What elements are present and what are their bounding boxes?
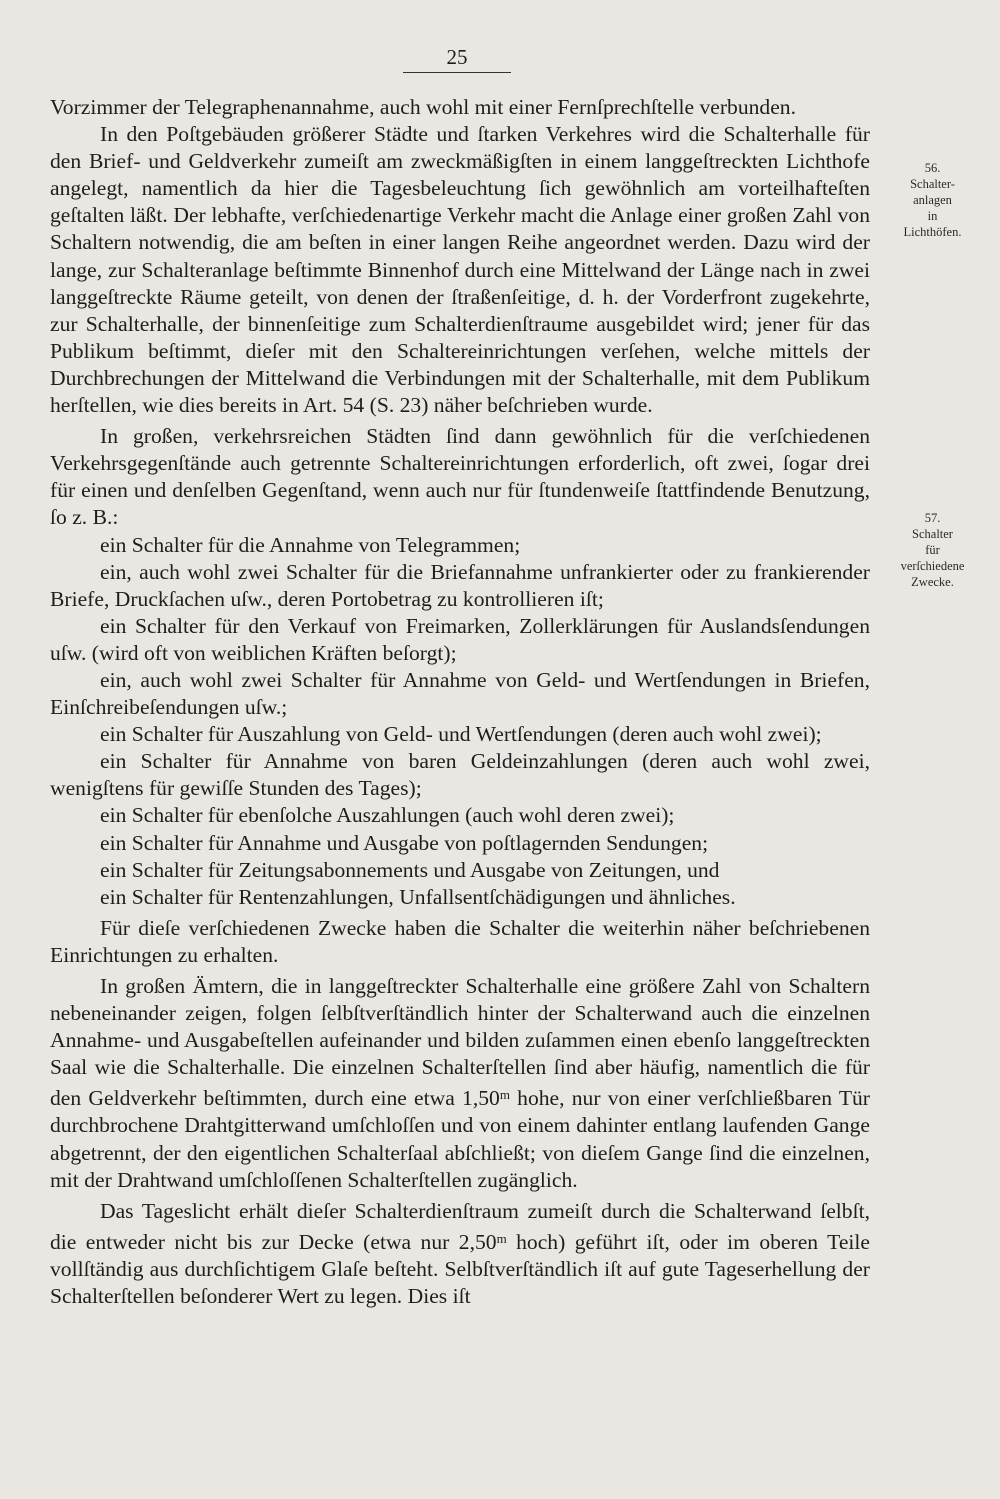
list-item: ein Schalter für Rentenzahlungen, Unfallsentſchädigungen und ähnliches. xyxy=(100,884,736,909)
text-run: In großen Ämtern, die in langgeſtreckter Schalterhalle eine größere Zahl von Schaltern nebeneinander zeigen, folgen ſelbſtverſtändlich hinter der Schalterwand auch die einzelnen Annahme- und Ausgabeſtellen aufeinander und bilden zuſammen einen ebenſo langgeſtreckten Saal wie die Schalterhalle. Die einzelnen Schalterſtellen ſind aber häufig, namentlich die für den Geldverkehr beſtimmten, durch eine etwa 1,50 xyxy=(50,974,870,1111)
margin-note-line: Schalter xyxy=(912,527,953,541)
list-item: ein Schalter für Annahme und Ausgabe von poſtlagernden Sendungen; xyxy=(100,830,709,855)
list-item: ein Schalter für ebenſolche Auszahlungen (auch wohl deren zwei); xyxy=(100,803,675,828)
margin-note-line: Schalter- xyxy=(910,177,955,191)
paragraph-continuation: Vorzimmer der Telegraphenannahme, auch wohl mit einer Fernſprechſtelle verbunden. xyxy=(50,95,796,119)
paragraph-schaltereinrichtungen: In großen, verkehrsreichen Städten ſind dann gewöhnlich für die verſchiedenen Verkehrsgegenſtände auch getrennte Schaltereinrichtungen erforderlich, oft zwei, ſogar drei für einen und denſelben Gegenſtand, wenn auch nur für ſtundenweiſe ſtattfindende Benutzung, ſo z. B.: xyxy=(50,424,870,530)
margin-note-56 xyxy=(880,160,985,240)
margin-note-line: für xyxy=(925,543,940,557)
list-item: ein Schalter für Annahme von baren Geldeinzahlungen (deren auch wohl zwei, wenigſtens für gewiſſe Stunden des Tages); xyxy=(50,749,870,801)
list-item: ein Schalter für den Verkauf von Freimarken, Zollerklärungen für Auslandsſendungen uſw. (wird oft von weiblichen Kräften beſorgt); xyxy=(50,613,870,665)
list-item: ein Schalter für Zeitungsabonnements und Ausgabe von Zeitungen, und xyxy=(100,857,720,882)
margin-note-line: Zwecke. xyxy=(911,575,954,589)
text-run: hohe, nur von einer verſchließbaren Tür durchbrochene Drahtgitterwand umſchloſſen und von einem dahinter entlang laufenden Gange abgetrennt, der den eigentlichen Schalterſaal abſchließt; von dieſem Gange ſind die einzelnen, mit der Drahtwand umſchloſſenen Schalterſtellen zugänglich. xyxy=(50,1086,870,1192)
list-item: ein, auch wohl zwei Schalter für die Briefannahme unfrankierter oder zu frankierender Briefe, Druckſachen uſw., deren Portobetrag zu kontrollieren iſt; xyxy=(50,559,870,611)
margin-note-line: anlagen xyxy=(913,193,952,207)
list-item: ein, auch wohl zwei Schalter für Annahme von Geld- und Wertſendungen in Briefen, Einſchreibeſendungen uſw.; xyxy=(50,667,870,720)
margin-note-line: in xyxy=(927,209,938,223)
unit-superscript: m xyxy=(499,1087,510,1103)
body-text xyxy=(50,94,870,1310)
page-number: 25 xyxy=(403,44,511,73)
unit-superscript: m xyxy=(496,1230,507,1246)
paragraph-schalterhalle: In den Poſtgebäuden größerer Städte und ſtarken Verkehres wird die Schalterhalle für den Brief- und Geldverkehr zumeiſt am zweckmäßigſten in einem langgeſtreckten Lichthofe angelegt, namentlich da hier die Tagesbeleuchtung ſich gewöhnlich am vorteilhafteſten geſtalten läßt. Der lebhafte, verſchiedenartige Verkehr macht die Anlage einer großen Zahl von Schaltern notwendig, die am beſten in einer langen Reihe angeordnet werden. Dazu wird der lange, zur Schalteranlage beſtimmte Binnenhof durch eine Mittelwand der Länge nach in zwei langgeſtreckte Räume geteilt, von denen der ſtraßenſeitige, d. h. der Vorderfront zugekehrte, zur Schalterhalle, der binnenſeitige zum Schalterdienſtraume ausgebildet wird; jener für das Publikum beſtimmt, dieſer mit den Schaltereinrichtungen verſehen, welche mittels der Durchbrechungen der Mittelwand die Verbindungen mit der Schalterhalle, mit dem Publikum herſtellen, wie dies bereits in Art. 54 (S. 23) näher beſchrieben wurde. xyxy=(50,122,870,418)
list-item: ein Schalter für die Annahme von Telegrammen; xyxy=(100,532,521,557)
text-run: Das Tageslicht erhält dieſer Schalterdienſtraum zumeiſt durch die Schalterwand ſelbſt, die entweder nicht bis zur Decke (etwa nur 2,50 xyxy=(50,1198,870,1254)
margin-note-article: 56. xyxy=(924,161,941,175)
paragraph-tageslicht xyxy=(50,1198,870,1310)
margin-note-article: 57. xyxy=(924,511,941,525)
paragraph-zwecke: Für dieſe verſchiedenen Zwecke haben die Schalter die weiterhin näher beſchriebenen Einrichtungen zu erhalten. xyxy=(50,915,870,967)
margin-note-line: verſchiedene xyxy=(900,559,965,573)
list-item: ein Schalter für Auszahlung von Geld- und Wertſendungen (deren auch wohl zwei); xyxy=(100,722,822,747)
text-run: hoch) geführt iſt, oder im oberen Teile vollſtändig aus durchſichtigem Glaſe beſteht. Selbſtverſtändlich iſt auf gute Tageserhellung der Schalterſtellen beſonderer Wert zu legen. Dies iſt xyxy=(50,1229,870,1309)
margin-note-line: Lichthöfen. xyxy=(903,225,962,239)
paragraph-aemter xyxy=(50,973,870,1194)
margin-note-57 xyxy=(880,510,985,590)
